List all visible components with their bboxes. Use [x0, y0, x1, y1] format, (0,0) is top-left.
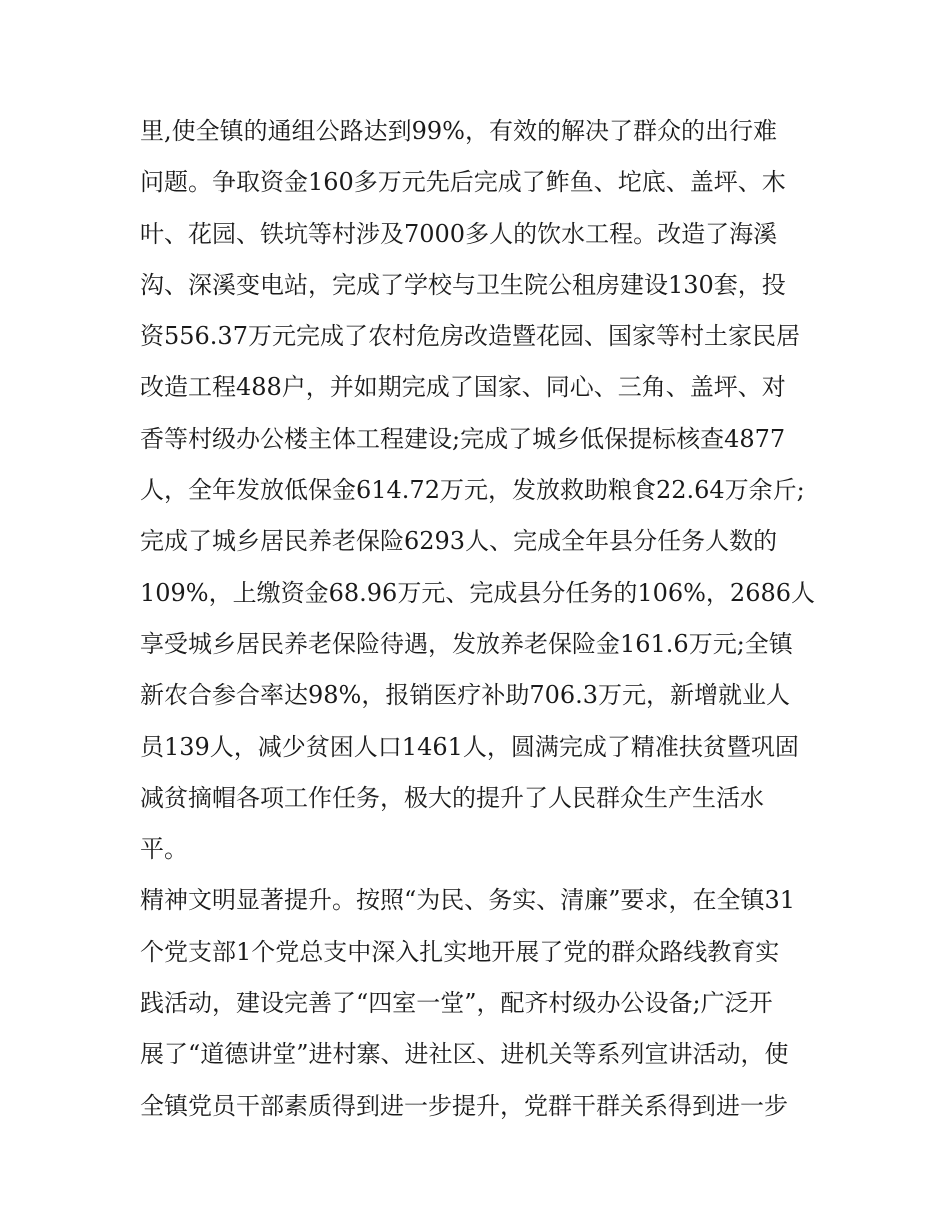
text-line: 平。 — [140, 835, 188, 864]
text-line: 享受城乡居民养老保险待遇，发放养老保险金161.6万元;全镇 — [140, 629, 793, 658]
text-line: 香等村级办公楼主体工程建设;完成了城乡低保提标核查4877 — [140, 424, 786, 453]
text-line: 人，全年发放低保金614.72万元，发放救助粮食22.64万余斤; — [140, 476, 805, 505]
text-line: 109%，上缴资金68.96万元、完成县分任务的106%，2686人 — [140, 578, 816, 607]
text-line: 展了“道德讲堂”进村寨、进社区、进机关等系列宣讲活动，使 — [140, 1040, 789, 1069]
text-line: 叶、花园、铁坑等村涉及7000多人的饮水工程。改造了海溪 — [140, 219, 778, 248]
text-line: 问题。争取资金160多万元先后完成了鲊鱼、坨底、盖坪、木 — [140, 168, 786, 197]
text-line: 资556.37万元完成了农村危房改造暨花园、国家等村土家民居 — [140, 322, 800, 351]
text-line: 改造工程488户，并如期完成了国家、同心、三角、盖坪、对 — [140, 373, 786, 402]
text-line: 践活动，建设完善了“四室一堂”，配齐村级办公设备;广泛开 — [140, 989, 773, 1018]
body-text — [140, 106, 830, 1132]
text-line: 完成了城乡居民养老保险6293人、完成全年县分任务人数的 — [140, 527, 778, 556]
text-line: 里,使全镇的通组公路达到99%，有效的解决了群众的出行难 — [140, 117, 777, 145]
text-line: 个党支部1个党总支中深入扎实地开展了党的群众路线教育实 — [140, 937, 780, 966]
text-line: 员139人，减少贫困人口1461人，圆满完成了精准扶贫暨巩固 — [140, 732, 799, 761]
text-line: 全镇党员干部素质得到进一步提升，党群干群关系得到进一步 — [140, 1091, 788, 1120]
text-line: 新农合参合率达98%，报销医疗补助706.3万元，新增就业人 — [140, 681, 791, 710]
text-line: 沟、深溪变电站，完成了学校与卫生院公租房建设130套，投 — [140, 270, 786, 299]
text-line: 精神文明显著提升。按照“为民、务实、清廉”要求，在全镇31 — [140, 886, 796, 915]
text-line: 减贫摘帽各项工作任务，极大的提升了人民群众生产生活水 — [140, 783, 764, 812]
